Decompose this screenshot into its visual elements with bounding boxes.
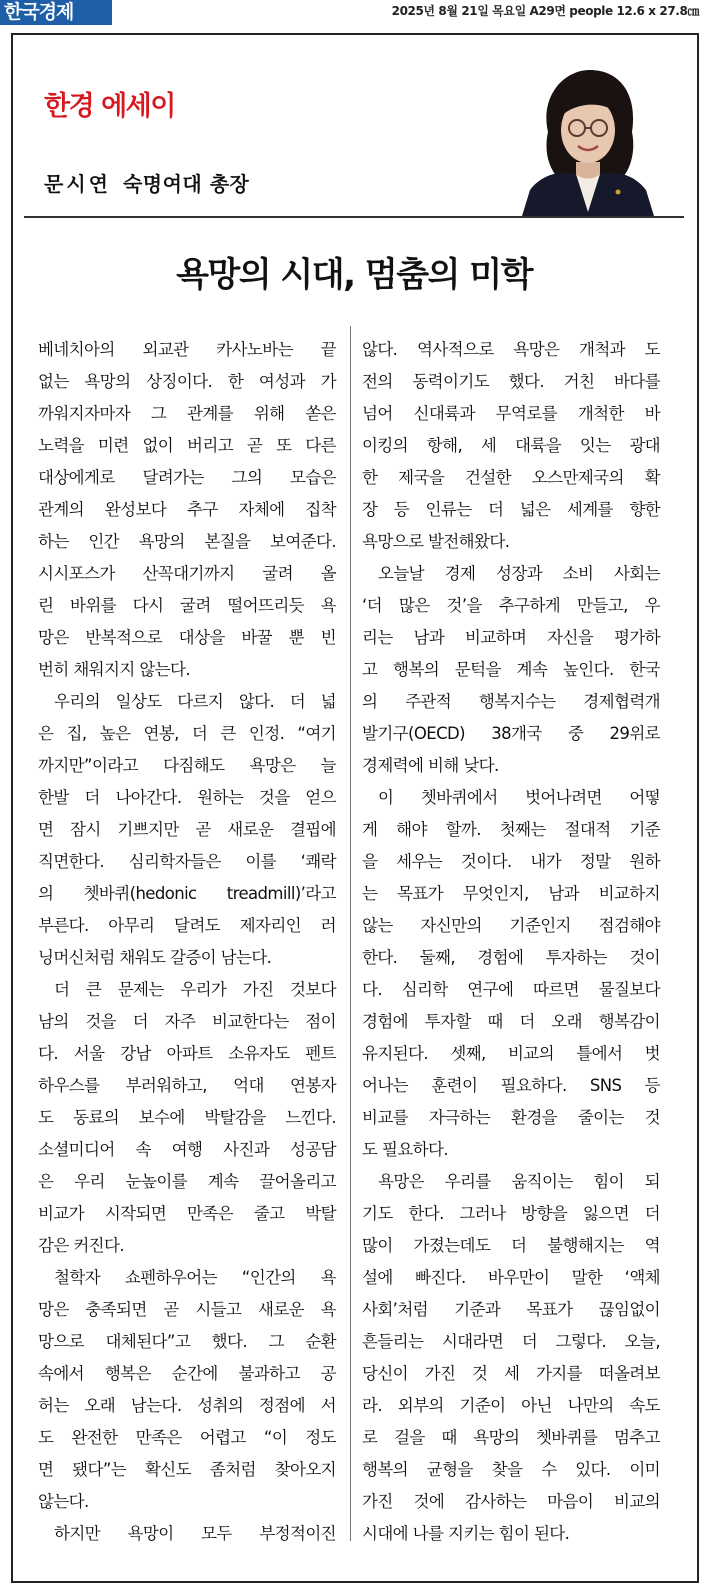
body-line: 고 행복의 문턱을 계속 높인다. 한국 — [362, 660, 660, 679]
body-line: 하지만 욕망이 모두 부정적이진 — [54, 1524, 336, 1543]
body-line: 라. 외부의 기준이 아닌 나만의 속도 — [362, 1396, 660, 1415]
body-line: 이 쳇바퀴에서 벗어나려면 어떻 — [378, 788, 660, 807]
body-line: 철학자 쇼펜하우어는 “인간의 욕 — [54, 1268, 336, 1287]
body-line: 흔들리는 시대라면 더 그렇다. 오늘, — [362, 1332, 660, 1351]
body-line: 면 잠시 기쁘지만 곧 새로운 결핍에 — [38, 820, 336, 839]
body-line: 까지만”이라고 다짐해도 욕망은 늘 — [38, 756, 336, 775]
body-line: 리는 남과 비교하며 자신을 평가하 — [362, 628, 660, 647]
body-line: 하우스를 부러워하고, 억대 연봉자 — [38, 1076, 336, 1095]
body-line: 다. 서울 강남 아파트 소유자도 펜트 — [38, 1044, 336, 1063]
body-line: 직면한다. 심리학자들은 이를 ‘쾌락 — [38, 852, 336, 871]
body-line: 발기구(OECD) 38개국 중 29위로 — [362, 724, 660, 743]
body-line: 망으로 대체된다”고 했다. 그 순환 — [38, 1332, 336, 1351]
body-line: 설에 빠진다. 바우만이 말한 ‘액체 — [362, 1268, 660, 1287]
header-divider — [24, 216, 684, 218]
print-info: 2025년 8월 21일 목요일 A29면 people 12.6 x 27.8㎝ — [391, 4, 699, 18]
body-line: 는 목표가 무엇인지, 남과 비교하지 — [362, 884, 660, 903]
body-line: 부른다. 아무리 달려도 제자리인 러 — [38, 916, 336, 935]
body-line: 행복의 균형을 찾을 수 있다. 이미 — [362, 1460, 660, 1479]
body-line: 욕망은 우리를 움직이는 힘이 되 — [378, 1172, 660, 1191]
body-line: 남의 것을 더 자주 비교한다는 점이 — [38, 1012, 336, 1031]
body-column-left — [38, 334, 336, 1550]
author-title: 숙명여대 총장 — [122, 172, 250, 196]
body-line: 한발 더 나아간다. 원하는 것을 얻으 — [38, 788, 336, 807]
body-line: ‘더 많은 것’을 추구하게 만들고, 우 — [362, 596, 660, 615]
body-line: 은 우리 눈높이를 계속 끌어올리고 — [38, 1172, 336, 1191]
body-line: 않는다. — [38, 1492, 89, 1511]
body-line: 사회’처럼 기준과 목표가 끊임없이 — [362, 1300, 660, 1319]
body-line: 소셜미디어 속 여행 사진과 성공담 — [38, 1140, 336, 1159]
body-column-right — [362, 334, 660, 1550]
body-line: 경험에 투자할 때 더 오래 행복감이 — [362, 1012, 660, 1031]
body-line: 을 세우는 것이다. 내가 정말 원하 — [362, 852, 660, 871]
body-line: 유지된다. 셋째, 비교의 틀에서 벗 — [362, 1044, 660, 1063]
body-line: 의 주관적 행복지수는 경제협력개 — [362, 692, 660, 711]
body-line: 은 집, 높은 연봉, 더 큰 인정. “여기 — [38, 724, 336, 743]
body-line: 기도 한다. 그러나 방향을 잃으면 더 — [362, 1204, 660, 1223]
body-line: 의 쳇바퀴(hedonic treadmill)’라고 — [38, 884, 336, 903]
body-line: 면 됐다”는 확신도 좀처럼 찾아오지 — [38, 1460, 336, 1479]
body-line: 시시포스가 산꼭대기까지 굴려 올 — [38, 564, 336, 583]
body-line: 시대에 나를 지키는 힘이 된다. — [362, 1524, 570, 1543]
body-line: 전의 동력이기도 했다. 거친 바다를 — [362, 372, 660, 391]
body-line: 욕망으로 발전해왔다. — [362, 532, 510, 551]
body-line: 노력을 미련 없이 버리고 곧 또 다른 — [38, 436, 336, 455]
author-name: 문시연 — [44, 172, 111, 196]
body-line: 번히 채워지지 않는다. — [38, 660, 190, 679]
body-line: 더 큰 문제는 우리가 가진 것보다 — [54, 980, 336, 999]
body-line: 경제력에 비해 낮다. — [362, 756, 499, 775]
body-line: 린 바위를 다시 굴려 떨어뜨리듯 욕 — [38, 596, 336, 615]
body-line: 베네치아의 외교관 카사노바는 끝 — [38, 340, 336, 359]
body-line: 한다. 둘째, 경험에 투자하는 것이 — [362, 948, 660, 967]
body-line: 우리의 일상도 다르지 않다. 더 넓 — [54, 692, 336, 711]
body-line: 넘어 신대륙과 무역로를 개척한 바 — [362, 404, 660, 423]
body-line: 망은 충족되면 곧 시들고 새로운 욕 — [38, 1300, 336, 1319]
body-line: 도 완전한 만족은 어렵고 “이 정도 — [38, 1428, 336, 1447]
body-line: 많이 가졌는데도 더 불행해지는 역 — [362, 1236, 660, 1255]
body-line: 한 제국을 건설한 오스만제국의 확 — [362, 468, 660, 487]
newspaper-logo: 한국경제 — [0, 0, 112, 25]
body-line: 관계의 완성보다 추구 자체에 집착 — [38, 500, 336, 519]
body-line: 게 해야 할까. 첫째는 절대적 기준 — [362, 820, 660, 839]
body-line: 이킹의 항해, 세 대륙을 잇는 광대 — [362, 436, 660, 455]
body-line: 없는 욕망의 상징이다. 한 여성과 가 — [38, 372, 336, 391]
body-line: 도 동료의 보수에 박탈감을 느낀다. — [38, 1108, 336, 1127]
body-line: 망은 반복적으로 대상을 바꿀 뿐 빈 — [38, 628, 336, 647]
body-line: 까워지자마자 그 관계를 위해 쏟은 — [38, 404, 336, 423]
body-line: 않는 자신만의 기준인지 점검해야 — [362, 916, 660, 935]
body-line: 허는 오래 남는다. 성취의 정점에 서 — [38, 1396, 336, 1415]
body-line: 감은 커진다. — [38, 1236, 124, 1255]
column-divider — [350, 326, 351, 1541]
body-line: 닝머신처럼 채워도 갈증이 남는다. — [38, 948, 272, 967]
body-line: 오늘날 경제 성장과 소비 사회는 — [378, 564, 660, 583]
body-line: 않다. 역사적으로 욕망은 개척과 도 — [362, 340, 660, 359]
body-line: 하는 인간 욕망의 본질을 보여준다. — [38, 532, 336, 551]
body-line: 장 등 인류는 더 넓은 세계를 향한 — [362, 500, 660, 519]
body-line: 대상에게로 달려가는 그의 모습은 — [38, 468, 336, 487]
section-title: 한경 에세이 — [44, 91, 175, 122]
body-line: 속에서 행복은 순간에 불과하고 공 — [38, 1364, 336, 1383]
body-line: 도 필요하다. — [362, 1140, 448, 1159]
body-line: 당신이 가진 것 세 가지를 떠올려보 — [362, 1364, 660, 1383]
body-line: 가진 것에 감사하는 마음이 비교의 — [362, 1492, 660, 1511]
body-line: 비교를 자극하는 환경을 줄이는 것 — [362, 1108, 660, 1127]
author-portrait — [518, 62, 656, 216]
body-line: 비교가 시작되면 만족은 줄고 박탈 — [38, 1204, 336, 1223]
body-line: 어나는 훈련이 필요하다. SNS 등 — [362, 1076, 660, 1095]
body-line: 로 걸을 때 욕망의 쳇바퀴를 멈추고 — [362, 1428, 660, 1447]
headline: 욕망의 시대, 멈춤의 미학 — [176, 255, 532, 295]
top-bar — [0, 0, 707, 26]
body-line: 다. 심리학 연구에 따르면 물질보다 — [362, 980, 660, 999]
byline — [44, 168, 249, 197]
